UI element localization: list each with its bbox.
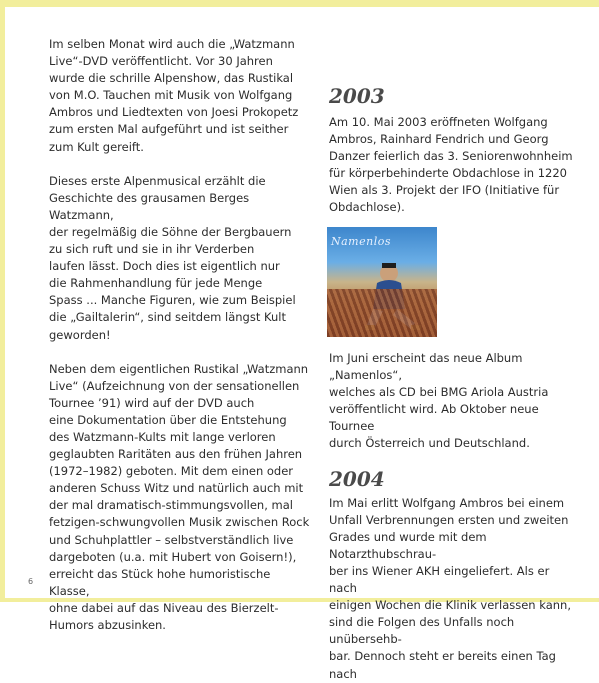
year-heading-2004: 2004 xyxy=(329,466,385,491)
page-number: 6 xyxy=(28,577,34,586)
album-cover-image xyxy=(327,227,437,337)
paragraph-watzmann-dvd: Im selben Monat wird auch die „Watzmann Live“-DVD veröffentlicht. Vor 30 Jahren wurde die schrille Alpenshow, das Rustikal von M.O. Tauchen mit Musik von Wolfgang Ambros und Liedtexten von Joesi Prokopetz zum ersten Mal aufgeführt und ist seither zum Kult gereift. xyxy=(49,37,299,154)
album-cover-title: Namenlos xyxy=(331,235,391,248)
left-column xyxy=(49,36,311,634)
paragraph-2004: Im Mai erlitt Wolfgang Ambros bei einem Unfall Verbrennungen ersten und zweiten Grades und wurde mit dem Notarzthubschrau- ber ins Wiener AKH eingeliefert. Als er nach einigen Wochen die Klinik verlassen kann, sind die Folgen des Unfalls noch unübersehb- bar. Dennoch steht er bereits einen Tag nach xyxy=(329,495,571,681)
left-border xyxy=(0,0,5,602)
paragraph-rustikal: Neben dem eigentlichen Rustikal „Watzmann Live“ (Aufzeichnung von der sensationellen Tournee ’91) wird auf der DVD auch eine Dokumentation über die Entstehung des Watzmann-Kults mit lange verloren geglaubten Raritäten aus den frühen Jahren (1972–1982) geboten. Mit dem einen oder anderen Schuss Witz und natürlich auch mit der mal dramatisch-stimmungsvollen, mal fetzigen-schwungvollen Musik zwischen Rock und Schuhplattler – selbstverständlich live dargeboten (u.a. mit Hubert von Goisern!), erreicht das Stück hohe humoristische Klasse, ohne dabei auf das Niveau des Bierzelt- Humors abzusinken. xyxy=(49,361,310,632)
album-cover-stripes xyxy=(327,289,437,337)
right-column-lower xyxy=(329,350,574,683)
paragraph-album-namenlos: Im Juni erscheint das neue Album „Namenlos“, welches als CD bei BMG Ariola Austria veröffentlicht wird. Ab Oktober neue Tournee durch Österreich und Deutschland. xyxy=(329,351,549,451)
right-column xyxy=(329,84,574,217)
paragraph-2003: Am 10. Mai 2003 eröffneten Wolfgang Ambros, Rainhard Fendrich und Georg Danzer feierlich das 3. Seniorenwohnheim für körperbehinderte Obdachlose in 1220 Wien als 3. Projekt der IFO (Initiative für Obdachlose). xyxy=(329,115,573,215)
paragraph-alpenmusical: Dieses erste Alpenmusical erzählt die Geschichte des grausamen Berges Watzmann, der regelmäßig die Söhne der Bergbauern zu sich ruft und sie in ihr Verderben laufen lässt. Doch dies ist eigentlich nur die Rahmenhandlung für jede Menge Spass ... Manche Figuren, wie zum Beispiel die „Gailtalerin“, sind seitdem längst Kult geworden! xyxy=(49,173,296,342)
top-border xyxy=(0,0,599,7)
year-heading-2003: 2003 xyxy=(329,84,385,108)
